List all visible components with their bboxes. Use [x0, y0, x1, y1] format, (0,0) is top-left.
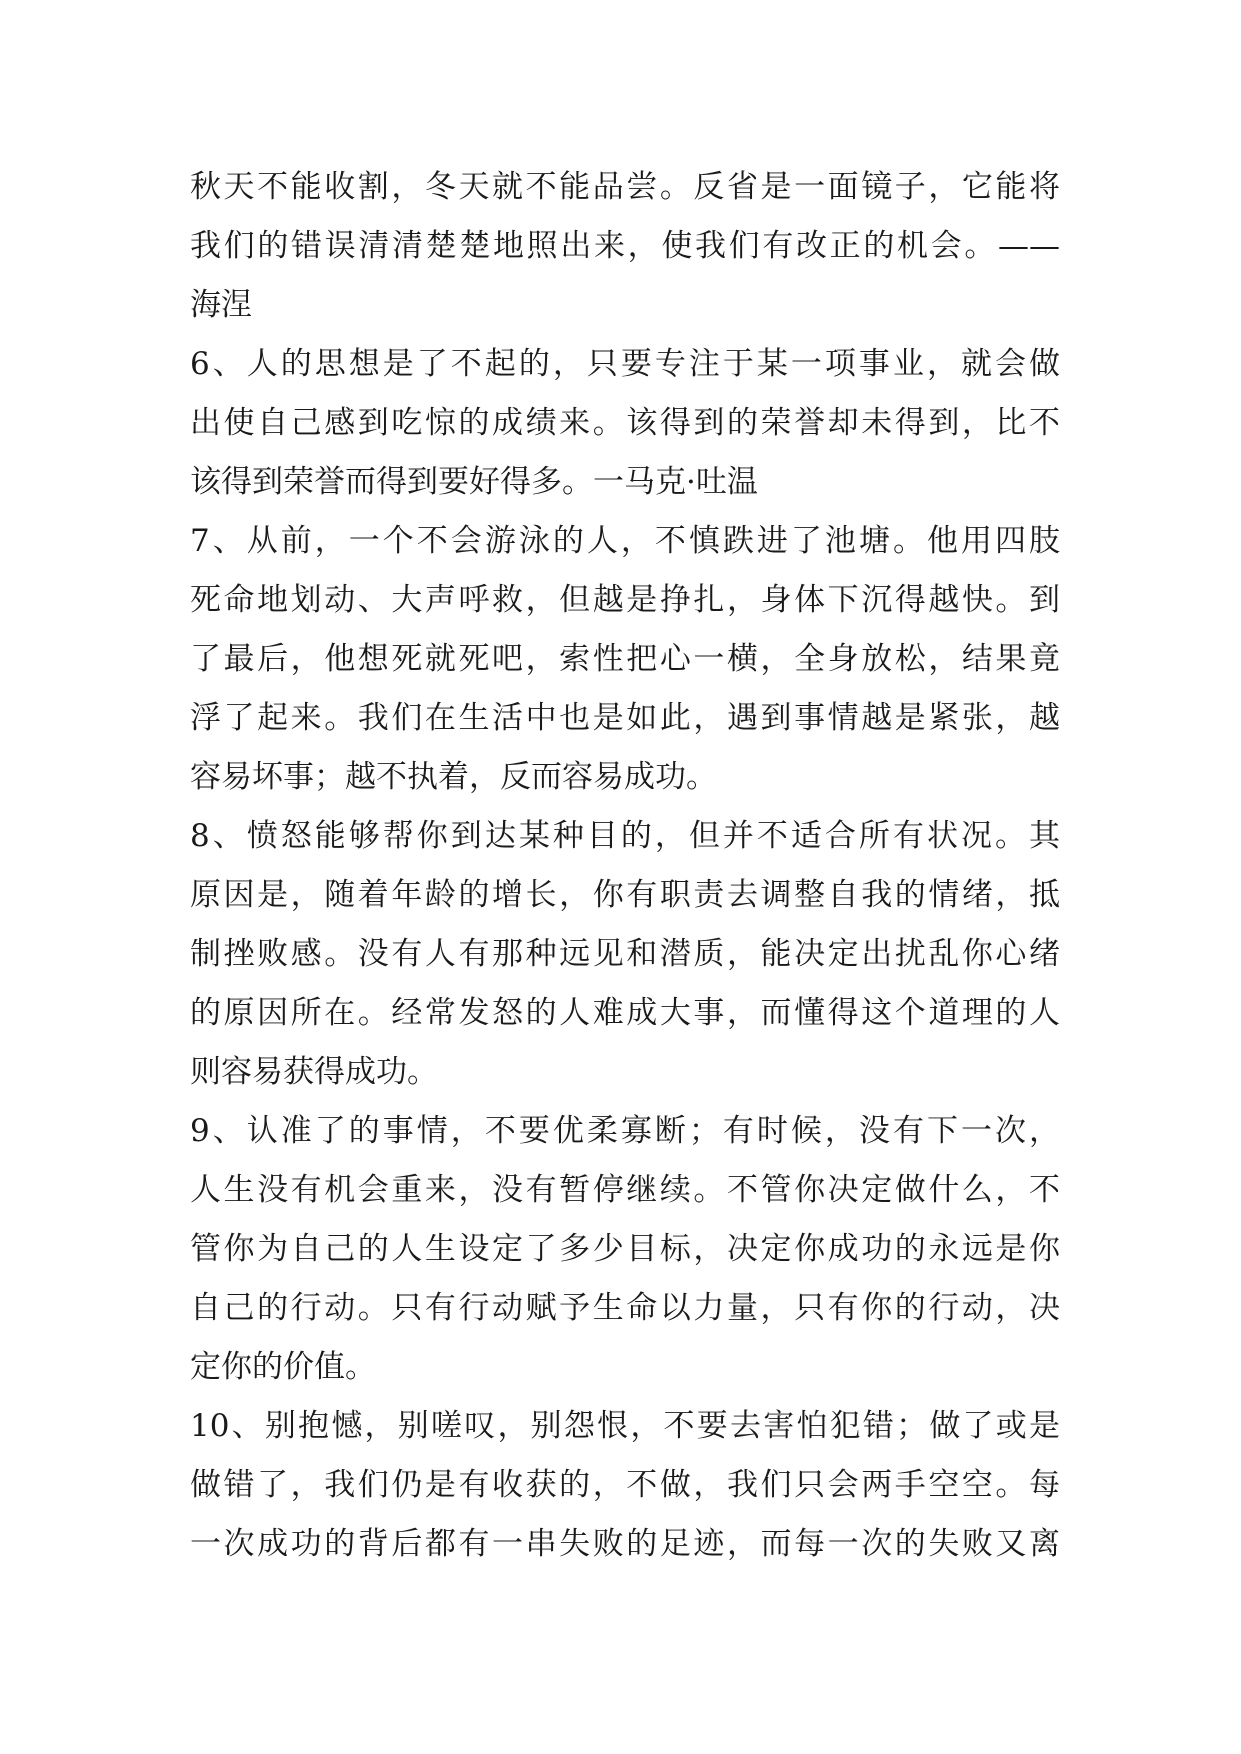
text-line: 则容易获得成功。: [190, 1054, 438, 1090]
text-line: 出使自己感到吃惊的成绩来。该得到的荣誉却未得到，比不: [190, 405, 1060, 441]
text-line: 7、从前，一个不会游泳的人，不慎跌进了池塘。他用四肢: [190, 523, 1060, 559]
text-line: 管你为自己的人生设定了多少目标，决定你成功的永远是你: [190, 1231, 1060, 1267]
text-line: 10、别抱憾，别嗟叹，别怨恨，不要去害怕犯错；做了或是: [190, 1408, 1060, 1444]
text-line: 一次成功的背后都有一串失败的足迹，而每一次的失败又离: [190, 1526, 1060, 1562]
body-text: [190, 158, 1060, 1574]
text-line: 9、认准了的事情，不要优柔寡断；有时候，没有下一次，: [190, 1113, 1060, 1149]
text-line: 该得到荣誉而得到要好得多。一马克·吐温: [190, 464, 758, 500]
text-line: 原因是，随着年龄的增长，你有职责去调整自我的情绪，抵: [190, 877, 1060, 913]
text-line: 8、愤怒能够帮你到达某种目的，但并不适合所有状况。其: [190, 818, 1060, 854]
text-line: 制挫败感。没有人有那种远见和潜质，能决定出扰乱你心绪: [190, 936, 1060, 972]
text-line: 秋天不能收割，冬天就不能品尝。反省是一面镜子，它能将: [190, 169, 1060, 205]
text-line: 死命地划动、大声呼救，但越是挣扎，身体下沉得越快。到: [190, 582, 1060, 618]
text-line: 了最后，他想死就死吧，索性把心一横，全身放松，结果竟: [190, 641, 1060, 677]
text-line: 容易坏事；越不执着，反而容易成功。: [190, 759, 717, 795]
text-line: 我们的错误清清楚楚地照出来，使我们有改正的机会。——: [190, 228, 1060, 264]
text-line: 自己的行动。只有行动赋予生命以力量，只有你的行动，决: [190, 1290, 1060, 1326]
text-line: 的原因所在。经常发怒的人难成大事，而懂得这个道理的人: [190, 995, 1060, 1031]
text-line: 定你的价值。: [190, 1349, 376, 1385]
text-line: 做错了，我们仍是有收获的，不做，我们只会两手空空。每: [190, 1467, 1060, 1503]
text-line: 6、人的思想是了不起的，只要专注于某一项事业，就会做: [190, 346, 1060, 382]
text-line: 人生没有机会重来，没有暂停继续。不管你决定做什么，不: [190, 1172, 1060, 1208]
text-line: 海涅: [190, 287, 252, 323]
text-line: 浮了起来。我们在生活中也是如此，遇到事情越是紧张，越: [190, 700, 1060, 736]
